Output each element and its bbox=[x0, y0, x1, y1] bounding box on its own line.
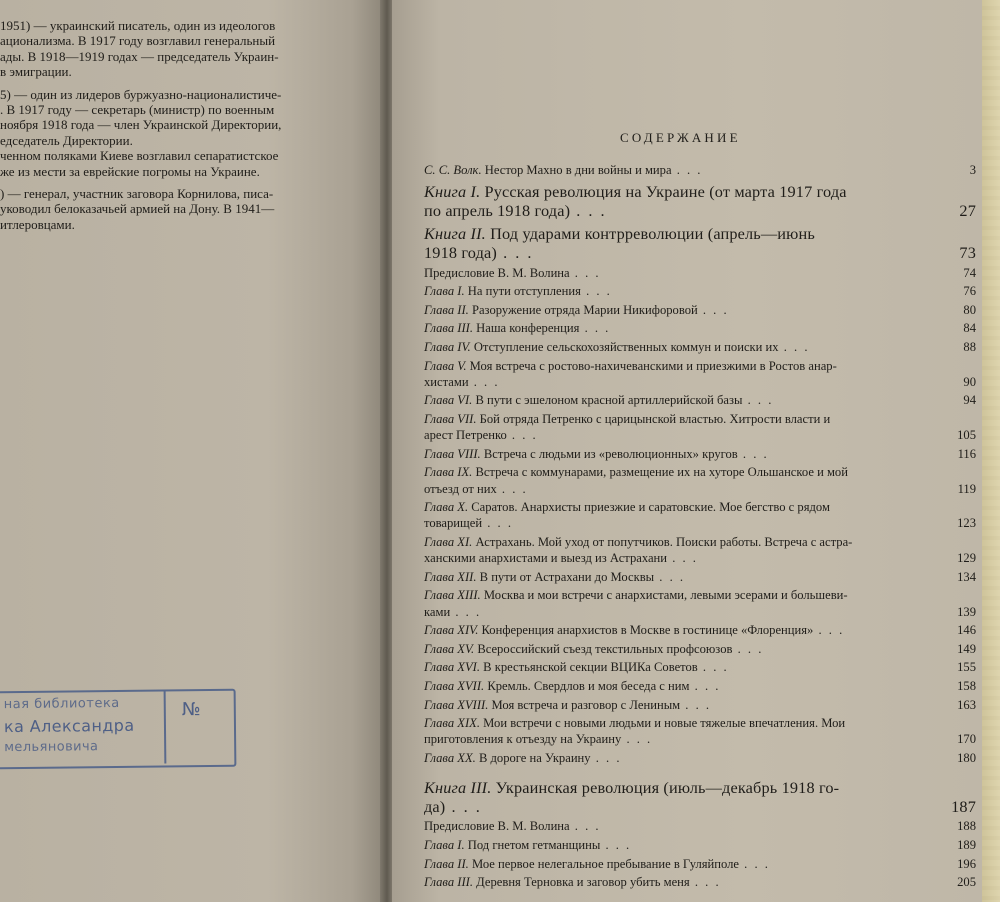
toc-entry bbox=[424, 182, 976, 220]
toc-entry-text: Саратов. Анархисты приезжие и саратовские. Мое бегство с рядом товарищей bbox=[424, 500, 830, 531]
toc-page-number: 189 bbox=[957, 838, 976, 853]
toc-entry-prefix: Книга I. bbox=[424, 182, 481, 202]
footnote: 5) — один из лидеров буржуазно-националистиче- . В 1917 году — секретарь (министр) по военным ноября 1918 года — член Украинской Директории, едседатель Директории. ченном поляками Киеве возглавил сепаратистское же из мести за еврейские погромы на Украине. bbox=[0, 86, 282, 179]
toc-entry bbox=[424, 302, 976, 318]
toc-entry-title: Глава I. Под гнетом гетманщины . . . bbox=[424, 838, 632, 853]
toc-entry-title: С. С. Волк. Нестор Махно в дни войны и мира . . . bbox=[424, 163, 703, 177]
toc-entry-title: Глава II. Мое первое нелегальное пребывание в Гуляйполе . . . bbox=[424, 856, 770, 871]
toc-entry-title: Глава XVIII. Моя встреча и разговор с Лениным . . . bbox=[424, 697, 712, 712]
footnote: 1951) — украинский писатель, один из идеологов ационализма. В 1917 году возглавил генеральный ады. В 1918—1919 годах — председатель Украин- в эмиграции. bbox=[0, 18, 279, 80]
toc-entry-title: Глава IX. Встреча с коммунарами, размещение их на хуторе Ольшанское и мой отъезд от них . . . bbox=[424, 465, 848, 496]
toc-page-number: 119 bbox=[957, 481, 976, 496]
toc-entry-text: В пути с эшелоном красной артиллерийской базы bbox=[472, 393, 743, 408]
toc-entry-text: Встреча с людьми из «революционных» кругов bbox=[480, 446, 738, 461]
toc-entry-text: Украинская революция (июль—декабрь 1918 го- да) bbox=[424, 778, 840, 817]
toc-page-number: 163 bbox=[957, 697, 976, 712]
toc-page-number: 155 bbox=[957, 660, 976, 675]
toc-entry-prefix: Глава XIII. bbox=[424, 588, 481, 603]
toc-entry bbox=[424, 499, 976, 531]
toc-entry-title: Глава XX. В дороге на Украину . . . bbox=[424, 750, 622, 765]
toc-page-number: 180 bbox=[957, 750, 976, 765]
toc-entry-title: Глава XVI. В крестьянской секции ВЦИКа Советов . . . bbox=[424, 660, 729, 675]
toc-page-number: 129 bbox=[957, 551, 976, 566]
toc-entry-title: Глава XIX. Мои встречи с новыми людьми и новые тяжелые впечатления. Мои приготовления к отъезду на Украину . . . bbox=[424, 716, 846, 747]
toc-entry-text: Бой отряда Петренко с царицынской властью. Хитрости власти и арест Петренко bbox=[424, 411, 831, 443]
toc-entry-title: Глава II. Разоружение отряда Марии Никифоровой . . . bbox=[424, 302, 729, 317]
toc-entry-text: Конференция анархистов в Москве в гостинице «Флоренция» bbox=[478, 623, 814, 638]
toc-entry-title: Книга I. Русская революция на Украине (от марта 1917 года по апрель 1918 года) . . . bbox=[424, 182, 847, 221]
toc-entry bbox=[424, 659, 976, 675]
toc-entry-text: Мое первое нелегальное пребывание в Гуляйполе bbox=[468, 856, 740, 871]
toc-entry-text: Предисловие В. М. Волина bbox=[424, 265, 570, 280]
toc-entry-prefix: Глава VIII. bbox=[424, 446, 481, 461]
toc-entry-text: Нестор Махно в дни войны и мира bbox=[481, 163, 672, 177]
toc-entry-title: Глава III. Наша конференция . . . bbox=[424, 321, 611, 336]
toc-entry-prefix: Глава II. bbox=[424, 856, 469, 871]
toc-entry-prefix: Глава XVI. bbox=[424, 660, 480, 675]
toc-entry-title: Глава XIII. Москва и мои встречи с анархистами, левыми эсерами и большеви- ками . . . bbox=[424, 588, 848, 619]
footnotes bbox=[0, 18, 368, 239]
toc-entry-prefix: Глава I. bbox=[424, 838, 465, 853]
toc-entry-text: Предисловие В. М. Волина bbox=[424, 819, 570, 834]
toc-entry bbox=[424, 283, 976, 299]
toc-entry-prefix: Глава III. bbox=[424, 875, 473, 890]
toc-entry bbox=[424, 446, 976, 462]
toc-page-number: 149 bbox=[957, 641, 976, 656]
toc-entry bbox=[424, 358, 976, 390]
toc-entry-prefix: Глава XII. bbox=[424, 569, 477, 584]
toc-page-number: 76 bbox=[963, 284, 976, 299]
toc-entry-text: В дороге на Украину bbox=[475, 750, 591, 765]
toc-page-number: 134 bbox=[957, 569, 976, 584]
toc-entry-title: Глава XVII. Кремль. Свердлов и моя беседа с ним . . . bbox=[424, 678, 721, 693]
toc-page-number: 90 bbox=[963, 374, 976, 389]
toc-entry-text: Наша конференция bbox=[473, 321, 580, 336]
toc-page-number: 73 bbox=[959, 243, 976, 263]
toc-entry bbox=[424, 641, 976, 657]
toc-page-number: 196 bbox=[957, 856, 976, 871]
toc-entry bbox=[424, 569, 976, 585]
footnote: ) — генерал, участник заговора Корнилова, писа- уководил белоказачьей армией на Дону. В 1941— итлеровцами. bbox=[0, 186, 275, 232]
left-page bbox=[0, 0, 383, 902]
stamp-line: мельяновича bbox=[4, 739, 99, 756]
toc-entry-text: В пути от Астрахани до Москвы bbox=[476, 569, 655, 584]
toc-entry bbox=[424, 750, 976, 766]
toc-entry-prefix: Глава XV. bbox=[424, 641, 475, 656]
toc-page-number: 84 bbox=[963, 321, 976, 336]
toc-entry-title: Глава VI. В пути с эшелоном красной артиллерийской базы . . . bbox=[424, 393, 774, 408]
toc-entry bbox=[424, 320, 976, 336]
toc-entry-title: Предисловие В. М. Волина . . . bbox=[424, 265, 601, 280]
stamp-line: ка Александра bbox=[3, 715, 135, 737]
toc-entry-text: Деревня Терновка и заговор убить меня bbox=[473, 875, 690, 890]
toc-entry bbox=[424, 162, 976, 178]
table-of-contents bbox=[424, 162, 976, 890]
toc-entry bbox=[424, 464, 976, 496]
toc-entry bbox=[424, 411, 976, 443]
toc-entry-text: Под гнетом гетманщины bbox=[464, 838, 601, 853]
toc-entry-text: Астрахань. Мой уход от попутчиков. Поиски работы. Встреча с астра- ханскими анархистами и выезд из Астрахани bbox=[424, 534, 853, 566]
toc-entry-text: Мои встречи с новыми людьми и новые тяжелые впечатления. Мои приготовления к отъезду на Украину bbox=[424, 716, 846, 747]
toc-entry-prefix: Глава XI. bbox=[424, 534, 473, 549]
toc-entry-prefix: Книга II. bbox=[424, 224, 486, 244]
toc-entry-prefix: Глава IX. bbox=[424, 465, 473, 480]
toc-entry bbox=[424, 339, 976, 355]
toc-entry-title: Глава VIII. Встреча с людьми из «революционных» кругов . . . bbox=[424, 446, 769, 461]
toc-entry-text: Под ударами контрреволюции (апрель—июнь 1918 года) bbox=[424, 224, 815, 263]
page-edge bbox=[982, 0, 1000, 902]
toc-entry-title: Глава XI. Астрахань. Мой уход от попутчиков. Поиски работы. Встреча с астра- ханскими анархистами и выезд из Астрахани . . . bbox=[424, 534, 853, 566]
toc-page-number: 116 bbox=[957, 446, 976, 461]
toc-entry-prefix: Глава IV. bbox=[424, 339, 471, 354]
toc-entry-prefix: Книга III. bbox=[424, 778, 492, 798]
toc-page-number: 80 bbox=[963, 302, 976, 317]
toc-entry bbox=[424, 265, 976, 281]
toc-entry-prefix: Глава I. bbox=[424, 284, 465, 299]
library-stamp bbox=[0, 689, 236, 770]
toc-entry-title: Глава IV. Отступление сельскохозяйственных коммун и поиски их . . . bbox=[424, 339, 810, 354]
toc-entry-prefix: С. С. Волк. bbox=[424, 163, 482, 177]
toc-entry-prefix: Глава XIX. bbox=[424, 716, 480, 731]
toc-entry-prefix: Глава II. bbox=[424, 302, 469, 317]
toc-entry bbox=[424, 778, 976, 816]
toc-entry-prefix: Глава XVII. bbox=[424, 678, 485, 693]
toc-entry-prefix: Глава III. bbox=[424, 321, 473, 336]
toc-entry-title: Предисловие В. М. Волина . . . bbox=[424, 819, 601, 834]
toc-entry-prefix: Глава VII. bbox=[424, 411, 477, 426]
toc-page-number: 74 bbox=[963, 265, 976, 280]
toc-entry-prefix: Глава VI. bbox=[424, 393, 473, 408]
toc-entry bbox=[424, 534, 976, 566]
stamp-number-label: № bbox=[181, 699, 201, 721]
toc-entry-text: Москва и мои встречи с анархистами, левыми эсерами и большеви- ками bbox=[424, 588, 848, 619]
toc-entry-prefix: Глава X. bbox=[424, 500, 469, 515]
toc-entry-text: Разоружение отряда Марии Никифоровой bbox=[468, 302, 698, 317]
toc-page-number: 146 bbox=[957, 623, 976, 638]
toc-entry-title: Книга III. Украинская революция (июль—декабрь 1918 го- да) . . . bbox=[424, 778, 840, 817]
toc-entry-title: Глава XV. Всероссийский съезд текстильных профсоюзов . . . bbox=[424, 641, 764, 656]
toc-page-number: 139 bbox=[957, 604, 976, 619]
toc-entry-text: В крестьянской секции ВЦИКа Советов bbox=[480, 660, 698, 675]
toc-entry bbox=[424, 622, 976, 638]
toc-page-number: 27 bbox=[959, 201, 976, 221]
toc-page-number: 170 bbox=[957, 732, 976, 747]
toc-entry-text: Моя встреча с ростово-нахичеванскими и приезжими в Ростов анар- хистами bbox=[424, 358, 837, 389]
toc-title: СОДЕРЖАНИЕ bbox=[620, 130, 741, 145]
toc-entry bbox=[424, 678, 976, 694]
toc-entry-text: Отступление сельскохозяйственных коммун и поиски их bbox=[470, 339, 779, 354]
toc-entry bbox=[424, 818, 976, 834]
toc-page-number: 205 bbox=[957, 875, 976, 890]
toc-entry-text: Встреча с коммунарами, размещение их на хуторе Ольшанское и мой отъезд от них bbox=[424, 465, 848, 496]
toc-page-number: 94 bbox=[963, 393, 976, 408]
toc-entry-title: Глава X. Саратов. Анархисты приезжие и саратовские. Мое бегство с рядом товарищей . . . bbox=[424, 500, 830, 531]
toc-entry-title: Глава I. На пути отступления . . . bbox=[424, 284, 612, 299]
toc-entry bbox=[424, 837, 976, 853]
toc-entry bbox=[424, 697, 976, 713]
toc-entry-title: Книга II. Под ударами контрреволюции (апрель—июнь 1918 года) . . . bbox=[424, 224, 815, 263]
toc-entry-prefix: Глава XIV. bbox=[424, 623, 479, 638]
stamp-line: ная библиотека bbox=[3, 695, 120, 713]
toc-entry-prefix: Глава V. bbox=[424, 358, 467, 373]
toc-entry-title: Глава VII. Бой отряда Петренко с царицынской властью. Хитрости власти и арест Петренко . . . bbox=[424, 411, 831, 443]
toc-entry-title: Глава XIV. Конференция анархистов в Москве в гостинице «Флоренция» . . . bbox=[424, 623, 845, 638]
toc-entry-prefix: Глава XX. bbox=[424, 750, 476, 765]
toc-entry bbox=[424, 392, 976, 408]
toc-entry bbox=[424, 715, 976, 747]
toc-entry-title: Глава III. Деревня Терновка и заговор убить меня . . . bbox=[424, 875, 721, 890]
toc-page-number: 3 bbox=[969, 163, 976, 177]
toc-entry bbox=[424, 874, 976, 890]
toc-entry-prefix: Глава XVIII. bbox=[424, 697, 489, 712]
toc-entry-text: Кремль. Свердлов и моя беседа с ним bbox=[484, 678, 690, 693]
toc-entry-text: Всероссийский съезд текстильных профсоюзов bbox=[474, 641, 733, 656]
toc-entry bbox=[424, 856, 976, 872]
toc-page-number: 123 bbox=[957, 516, 976, 531]
toc-entry-text: Русская революция на Украине (от марта 1917 года по апрель 1918 года) bbox=[424, 182, 847, 221]
toc-entry-title: Глава V. Моя встреча с ростово-нахичеванскими и приезжими в Ростов анар- хистами . . . bbox=[424, 358, 837, 389]
toc-entry-title: Глава XII. В пути от Астрахани до Москвы . . . bbox=[424, 569, 686, 584]
toc-page-number: 88 bbox=[963, 339, 976, 354]
toc-entry bbox=[424, 224, 976, 262]
toc-page-number: 188 bbox=[957, 819, 976, 834]
toc-page-number: 158 bbox=[957, 678, 976, 693]
toc-page-number: 105 bbox=[957, 428, 976, 443]
toc-entry-text: Моя встреча и разговор с Лениным bbox=[488, 697, 681, 712]
toc-page-number: 187 bbox=[951, 797, 976, 817]
toc-entry-text: На пути отступления bbox=[464, 284, 581, 299]
toc-entry bbox=[424, 587, 976, 619]
